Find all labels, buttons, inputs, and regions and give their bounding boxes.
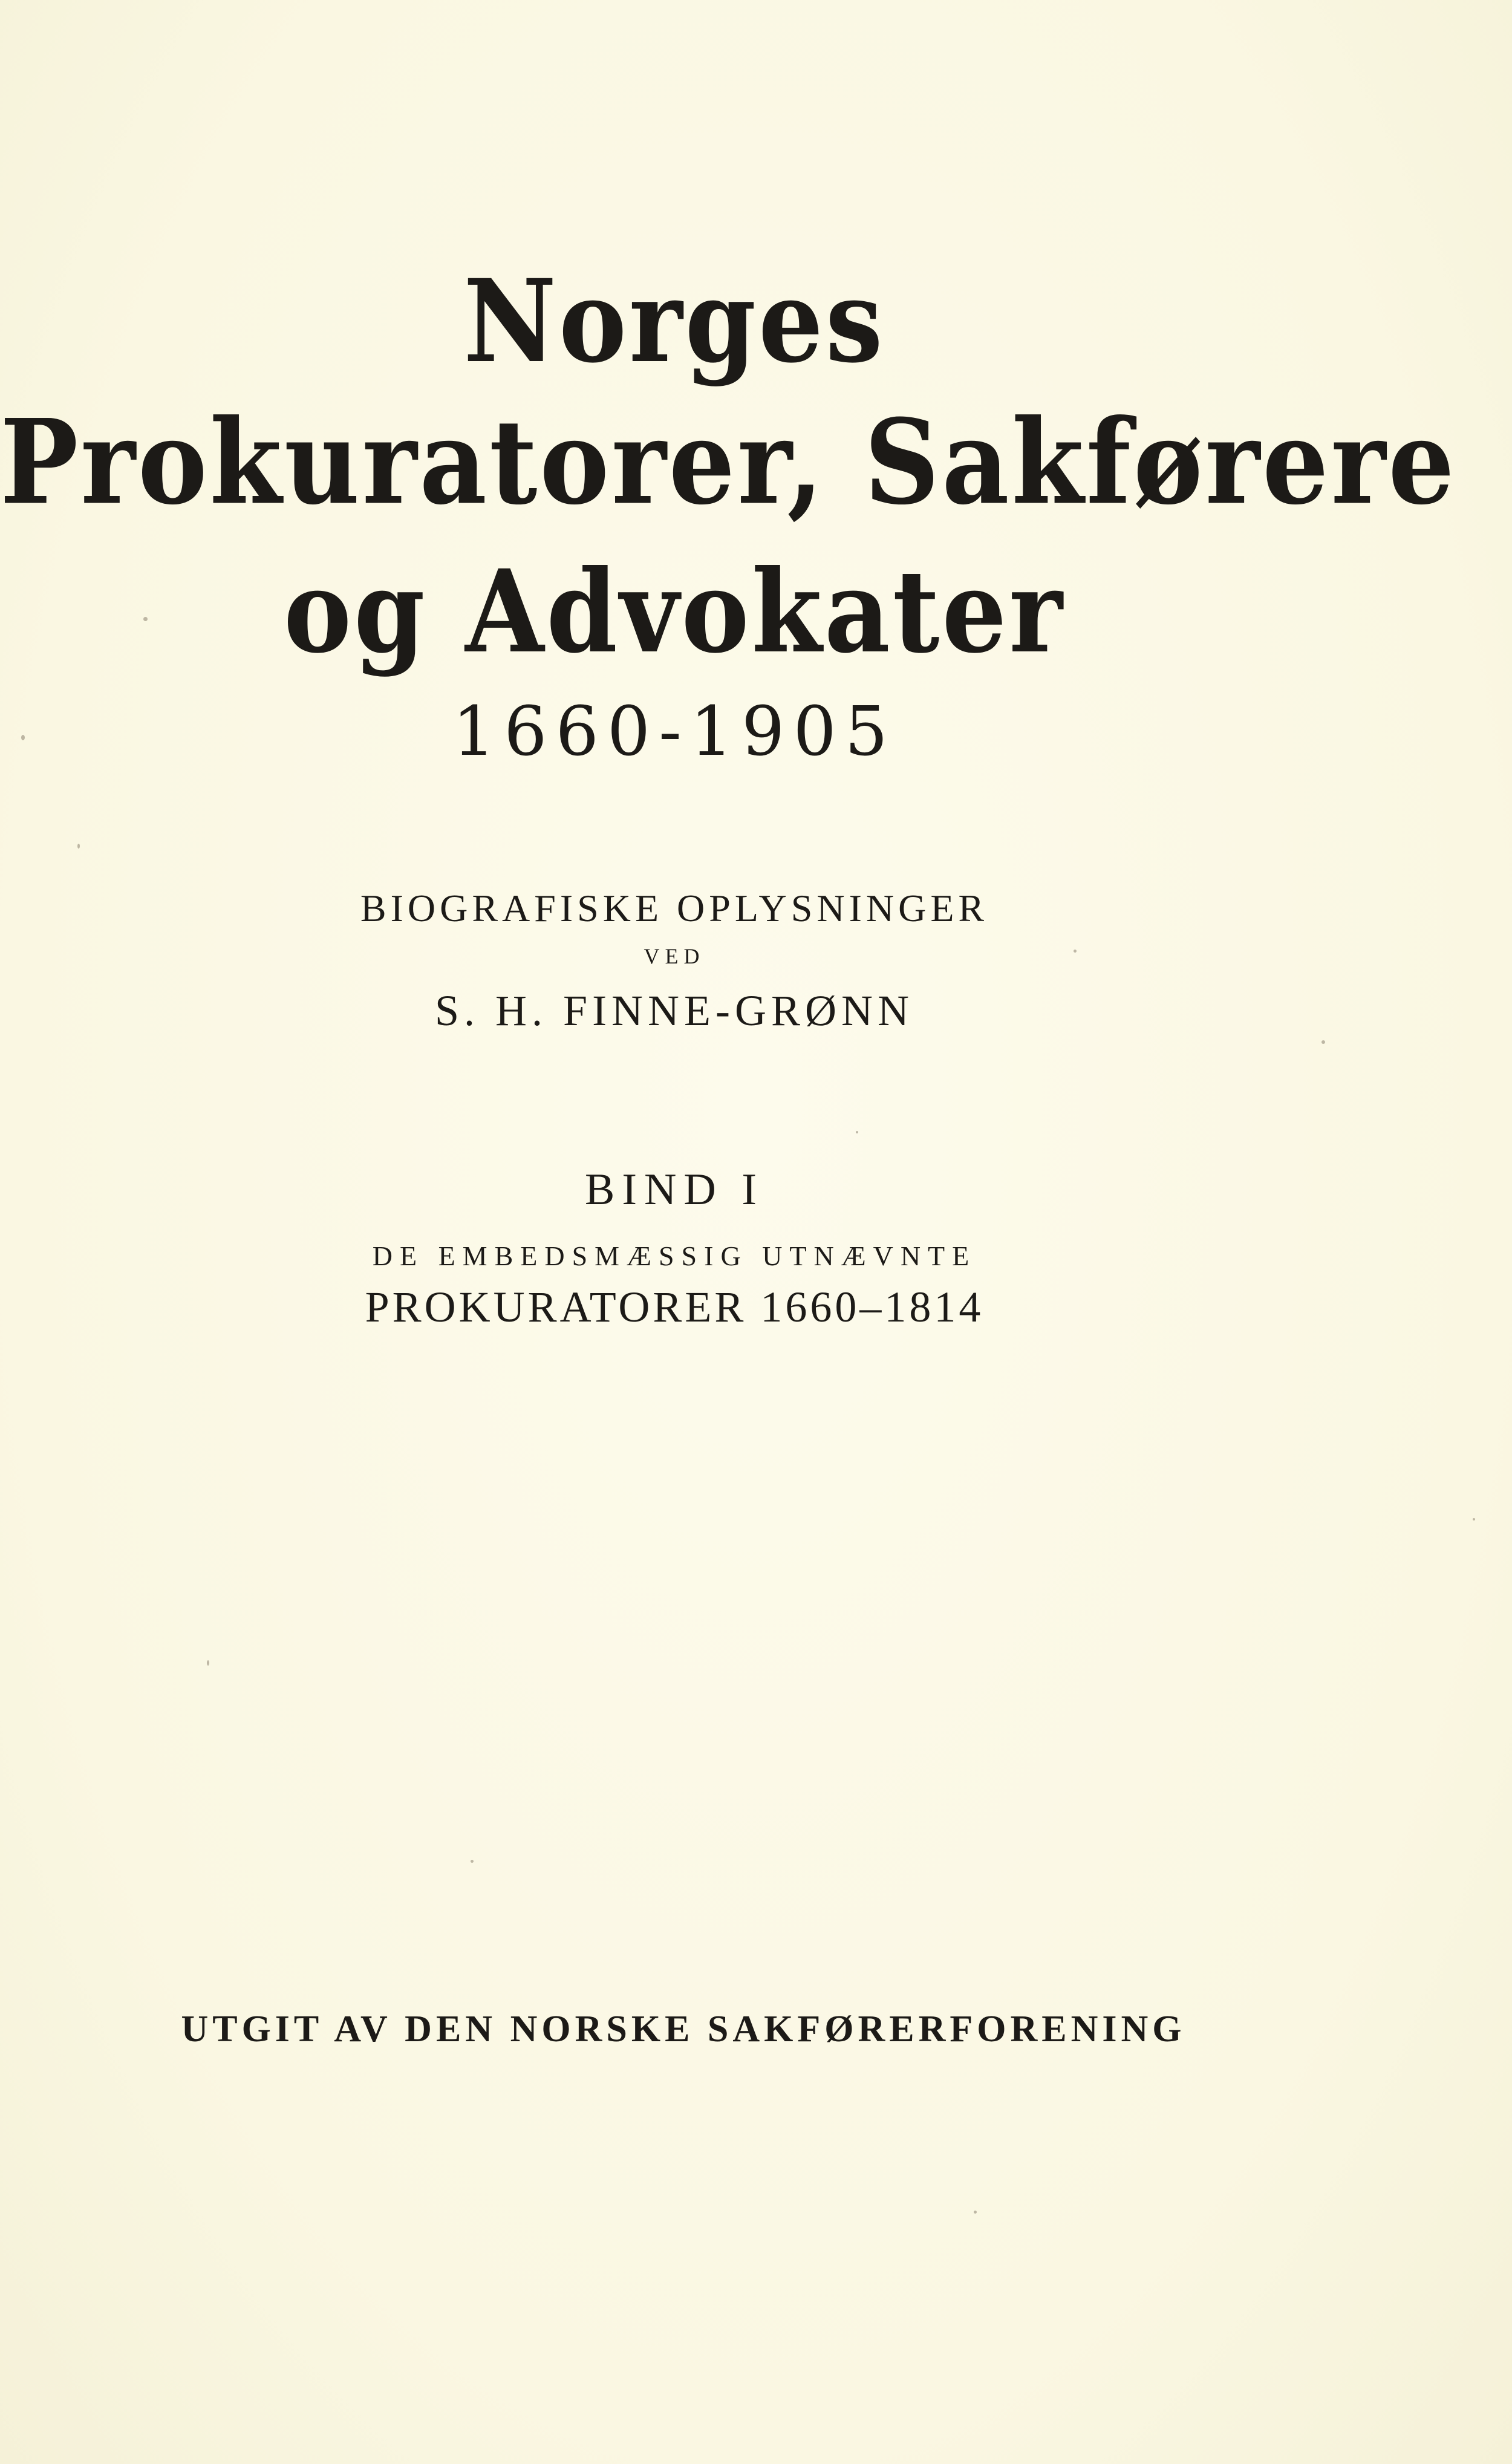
year-range: 1660-1905 bbox=[452, 693, 896, 771]
author-name: S. H. FINNE-GRØNN bbox=[434, 986, 914, 1035]
volume-title: PROKURATORER 1660–1814 bbox=[365, 1283, 984, 1331]
paper-speck bbox=[1074, 950, 1077, 953]
title-line-2: Prokuratorer, Sakførere bbox=[0, 393, 1457, 531]
paper-speck bbox=[1321, 1040, 1325, 1044]
subtitle: BIOGRAFISKE OPLYSNINGER bbox=[360, 887, 989, 930]
paper-speck bbox=[21, 735, 25, 740]
publisher-line: UTGIT AV DEN NORSKE SAKFØRERFORENING bbox=[181, 2009, 1186, 2050]
volume-description: DE EMBEDSMÆSSIG UTNÆVNTE bbox=[372, 1240, 977, 1271]
volume-label: BIND I bbox=[584, 1165, 764, 1214]
paper-speck bbox=[471, 1860, 474, 1863]
paper-speck bbox=[77, 844, 80, 849]
title-line-3: og Advokater bbox=[284, 544, 1065, 679]
paper-speck bbox=[974, 2211, 977, 2214]
paper-speck bbox=[1473, 1518, 1475, 1520]
title-line-1: Norges bbox=[463, 254, 885, 388]
paper-speck bbox=[207, 1660, 209, 1666]
paper-speck bbox=[856, 1131, 858, 1133]
by-label: VED bbox=[644, 944, 705, 968]
paper-speck bbox=[143, 617, 148, 621]
